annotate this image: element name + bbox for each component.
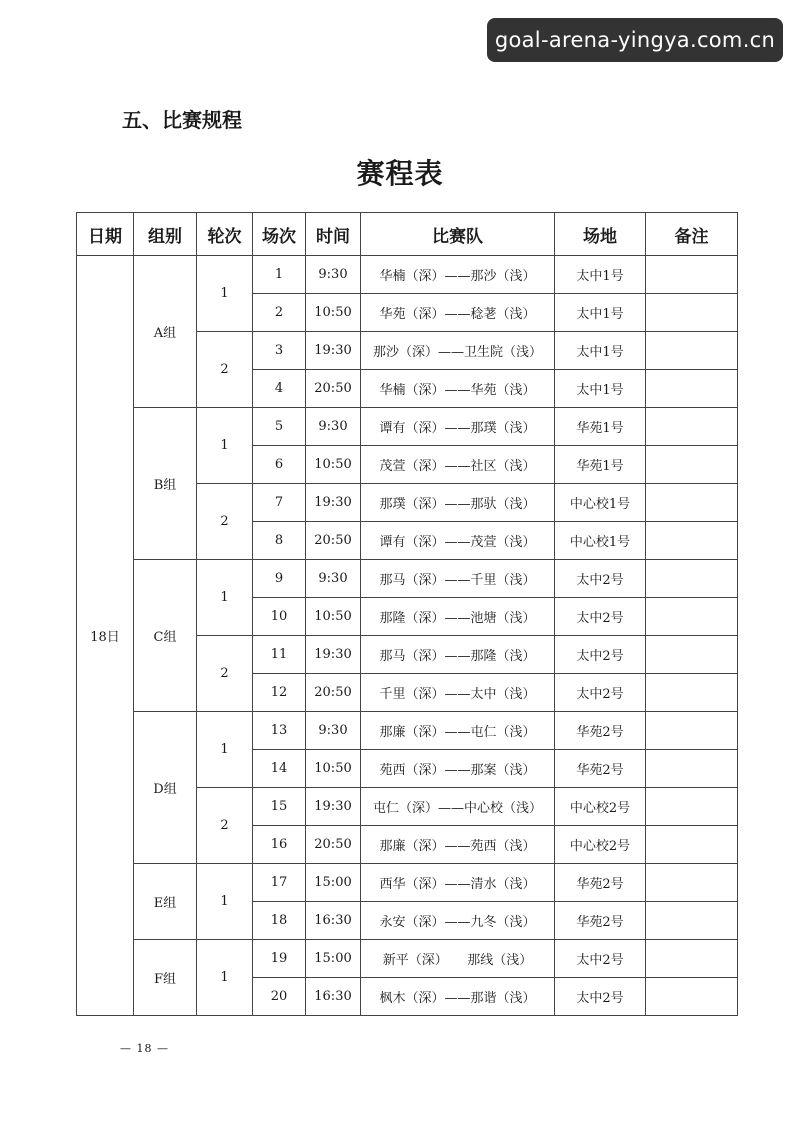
table-row — [77, 864, 738, 902]
venue-cell: 太中2号 — [555, 940, 646, 978]
venue-cell: 华苑2号 — [555, 902, 646, 940]
match-no-cell: 12 — [253, 674, 306, 712]
time-cell: 19:30 — [306, 636, 361, 674]
venue-cell: 华苑2号 — [555, 712, 646, 750]
time-cell: 20:50 — [306, 674, 361, 712]
site-watermark: goal-arena-yingya.com.cn — [487, 18, 783, 62]
round-cell: 2 — [197, 788, 253, 864]
note-cell — [646, 940, 738, 978]
match-no-cell: 7 — [253, 484, 306, 522]
table-row — [77, 256, 738, 294]
time-cell: 10:50 — [306, 598, 361, 636]
venue-cell: 华苑1号 — [555, 408, 646, 446]
match-no-cell: 5 — [253, 408, 306, 446]
teams-cell: 华苑（深）——稔荖（浅） — [361, 294, 555, 332]
match-no-cell: 9 — [253, 560, 306, 598]
note-cell — [646, 598, 738, 636]
section-heading: 五、比赛规程 — [122, 108, 242, 132]
header-match-no: 场次 — [253, 213, 306, 256]
table-header-row — [77, 213, 738, 256]
group-cell: D组 — [134, 712, 197, 864]
time-cell: 19:30 — [306, 788, 361, 826]
note-cell — [646, 712, 738, 750]
teams-cell: 那隆（深）——池塘（浅） — [361, 598, 555, 636]
round-cell: 1 — [197, 256, 253, 332]
group-cell: A组 — [134, 256, 197, 408]
group-cell: C组 — [134, 560, 197, 712]
match-no-cell: 14 — [253, 750, 306, 788]
round-cell: 1 — [197, 940, 253, 1016]
venue-cell: 中心校2号 — [555, 788, 646, 826]
match-no-cell: 6 — [253, 446, 306, 484]
note-cell — [646, 522, 738, 560]
table-row — [77, 560, 738, 598]
time-cell: 20:50 — [306, 826, 361, 864]
teams-cell: 永安（深）——九冬（浅） — [361, 902, 555, 940]
match-no-cell: 19 — [253, 940, 306, 978]
note-cell — [646, 750, 738, 788]
venue-cell: 中心校1号 — [555, 522, 646, 560]
page-number: — 18 — — [120, 1042, 169, 1055]
teams-cell: 那马（深）——那隆（浅） — [361, 636, 555, 674]
teams-cell: 那廉（深）——苑西（浅） — [361, 826, 555, 864]
time-cell: 10:50 — [306, 446, 361, 484]
teams-cell: 西华（深）——清水（浅） — [361, 864, 555, 902]
round-cell: 1 — [197, 864, 253, 940]
match-no-cell: 17 — [253, 864, 306, 902]
teams-cell: 新平（深） 那线（浅） — [361, 940, 555, 978]
document-title: 赛程表 — [356, 157, 444, 190]
match-no-cell: 1 — [253, 256, 306, 294]
time-cell: 20:50 — [306, 370, 361, 408]
note-cell — [646, 826, 738, 864]
venue-cell: 太中2号 — [555, 978, 646, 1016]
match-no-cell: 11 — [253, 636, 306, 674]
match-no-cell: 10 — [253, 598, 306, 636]
round-cell: 1 — [197, 560, 253, 636]
group-cell: F组 — [134, 940, 197, 1016]
time-cell: 19:30 — [306, 332, 361, 370]
venue-cell: 华苑2号 — [555, 864, 646, 902]
teams-cell: 谭有（深）——茂萱（浅） — [361, 522, 555, 560]
match-no-cell: 15 — [253, 788, 306, 826]
header-note: 备注 — [646, 213, 738, 256]
venue-cell: 太中2号 — [555, 636, 646, 674]
round-cell: 1 — [197, 712, 253, 788]
note-cell — [646, 636, 738, 674]
time-cell: 9:30 — [306, 712, 361, 750]
header-time: 时间 — [306, 213, 361, 256]
time-cell: 10:50 — [306, 294, 361, 332]
note-cell — [646, 370, 738, 408]
venue-cell: 太中1号 — [555, 256, 646, 294]
venue-cell: 太中1号 — [555, 294, 646, 332]
match-no-cell: 16 — [253, 826, 306, 864]
round-cell: 2 — [197, 484, 253, 560]
schedule-table — [76, 212, 738, 1016]
teams-cell: 那廉（深）——屯仁（浅） — [361, 712, 555, 750]
note-cell — [646, 864, 738, 902]
teams-cell: 枫木（深）——那谐（浅） — [361, 978, 555, 1016]
venue-cell: 太中1号 — [555, 370, 646, 408]
note-cell — [646, 408, 738, 446]
teams-cell: 那马（深）——千里（浅） — [361, 560, 555, 598]
note-cell — [646, 978, 738, 1016]
group-cell: B组 — [134, 408, 197, 560]
note-cell — [646, 674, 738, 712]
venue-cell: 太中1号 — [555, 332, 646, 370]
note-cell — [646, 446, 738, 484]
header-venue: 场地 — [555, 213, 646, 256]
venue-cell: 华苑1号 — [555, 446, 646, 484]
header-date: 日期 — [77, 213, 134, 256]
date-cell: 18日 — [77, 256, 134, 1016]
time-cell: 15:00 — [306, 940, 361, 978]
venue-cell: 中心校1号 — [555, 484, 646, 522]
time-cell: 16:30 — [306, 902, 361, 940]
note-cell — [646, 294, 738, 332]
table-row — [77, 940, 738, 978]
header-group: 组别 — [134, 213, 197, 256]
time-cell: 10:50 — [306, 750, 361, 788]
teams-cell: 那沙（深）——卫生院（浅） — [361, 332, 555, 370]
venue-cell: 中心校2号 — [555, 826, 646, 864]
note-cell — [646, 256, 738, 294]
venue-cell: 太中2号 — [555, 598, 646, 636]
time-cell: 15:00 — [306, 864, 361, 902]
teams-cell: 那璞（深）——那驮（浅） — [361, 484, 555, 522]
note-cell — [646, 484, 738, 522]
table-row — [77, 408, 738, 446]
match-no-cell: 18 — [253, 902, 306, 940]
venue-cell: 太中2号 — [555, 674, 646, 712]
teams-cell: 华楠（深）——华苑（浅） — [361, 370, 555, 408]
match-no-cell: 20 — [253, 978, 306, 1016]
time-cell: 9:30 — [306, 408, 361, 446]
round-cell: 2 — [197, 636, 253, 712]
teams-cell: 苑西（深）——那案（浅） — [361, 750, 555, 788]
time-cell: 20:50 — [306, 522, 361, 560]
note-cell — [646, 788, 738, 826]
teams-cell: 谭有（深）——那璞（浅） — [361, 408, 555, 446]
round-cell: 1 — [197, 408, 253, 484]
teams-cell: 华楠（深）——那沙（浅） — [361, 256, 555, 294]
match-no-cell: 4 — [253, 370, 306, 408]
time-cell: 19:30 — [306, 484, 361, 522]
match-no-cell: 8 — [253, 522, 306, 560]
match-no-cell: 2 — [253, 294, 306, 332]
round-cell: 2 — [197, 332, 253, 408]
note-cell — [646, 332, 738, 370]
note-cell — [646, 560, 738, 598]
teams-cell: 屯仁（深）——中心校（浅） — [361, 788, 555, 826]
header-round: 轮次 — [197, 213, 253, 256]
note-cell — [646, 902, 738, 940]
header-teams: 比赛队 — [361, 213, 555, 256]
group-cell: E组 — [134, 864, 197, 940]
table-row — [77, 712, 738, 750]
match-no-cell: 3 — [253, 332, 306, 370]
time-cell: 16:30 — [306, 978, 361, 1016]
teams-cell: 茂萱（深）——社区（浅） — [361, 446, 555, 484]
venue-cell: 华苑2号 — [555, 750, 646, 788]
venue-cell: 太中2号 — [555, 560, 646, 598]
teams-cell: 千里（深）——太中（浅） — [361, 674, 555, 712]
time-cell: 9:30 — [306, 256, 361, 294]
match-no-cell: 13 — [253, 712, 306, 750]
time-cell: 9:30 — [306, 560, 361, 598]
